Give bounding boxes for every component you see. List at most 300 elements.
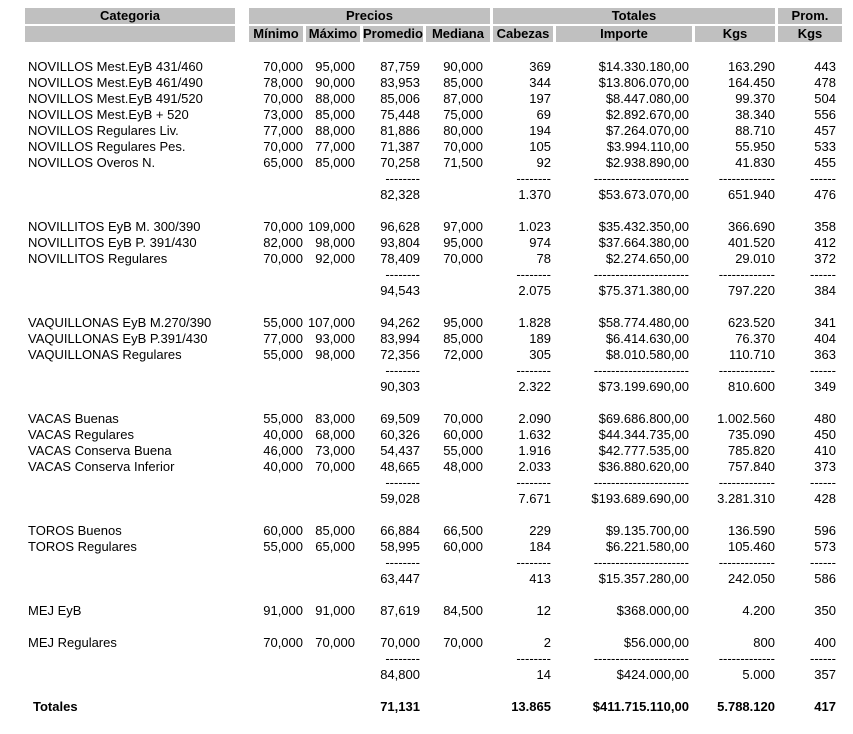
table-row-prom_kgs: 341 [814,316,836,330]
table-row-categoria: NOVILLOS Regulares Liv. [28,124,179,138]
table-row-categoria: TOROS Regulares [28,540,137,554]
table-row-promedio: 48,665 [380,460,420,474]
totals-row-minimo [249,700,303,714]
table-row-promedio: 70,258 [380,156,420,170]
table-row-maximo: 85,000 [315,108,355,122]
subtotal-dashes-kgs: ------------- [718,556,775,570]
subtotal-dashes-promedio: -------- [385,556,420,570]
subtotal-row-categoria [25,188,235,202]
table-row-mediana: 84,500 [443,604,483,618]
subtotal-row-spacer [238,380,246,394]
table-row-maximo: 83,000 [315,412,355,426]
subtotal-dashes-minimo [249,476,303,490]
table-row [25,220,842,234]
table-row-prom_kgs: 372 [814,252,836,266]
table-row-promedio: 54,437 [380,444,420,458]
subtotal-row-maximo [306,668,360,682]
table-row-categoria: NOVILLOS Mest.EyB + 520 [28,108,189,122]
table-row-minimo: 55,000 [263,316,303,330]
subtotal-row-minimo [249,572,303,586]
subtotal-dashes-kgs: ------------- [718,364,775,378]
table-row-cabezas: 2.090 [518,412,551,426]
table-row-maximo: 98,000 [315,348,355,362]
table-row-maximo: 107,000 [308,316,355,330]
table-row-prom_kgs: 480 [814,412,836,426]
table-row-spacer [238,524,246,538]
subtotal-row-minimo [249,188,303,202]
subtotal-dashes [25,476,842,490]
subtotal-row-mediana [426,188,490,202]
header-categoria: Categoria [25,8,235,24]
subtotal-dashes [25,172,842,186]
subtotal-dashes-cabezas: -------- [516,364,551,378]
table-row-promedio: 96,628 [380,220,420,234]
table-row-kgs: 1.002.560 [717,412,775,426]
table-row-importe: $3.994.110,00 [606,140,689,154]
table-row-maximo: 92,000 [315,252,355,266]
table-row-categoria: VAQUILLONAS EyB P.391/430 [28,332,208,346]
subtotal-dashes-maximo [306,476,360,490]
table-row-cabezas: 2 [543,636,551,650]
section-gap [25,620,842,634]
subtotal-row-categoria [25,380,235,394]
subtotal-row-prom_kgs: 476 [814,188,836,202]
table-row-categoria: NOVILLOS Mest.EyB 431/460 [28,60,203,74]
table-row-kgs: 163.290 [727,60,775,74]
subtotal-dashes-categoria [25,172,235,186]
subtotal-row-importe: $73.199.690,00 [598,380,689,394]
table-row [25,604,842,618]
subtotal-dashes-mediana [426,364,490,378]
table-body [25,60,842,714]
header-gap [25,44,842,58]
table-row-promedio: 70,000 [380,636,420,650]
subtotal-row-kgs: 651.940 [727,188,775,202]
table-row [25,92,842,106]
subtotal-dashes-promedio: -------- [385,172,420,186]
table-row-cabezas: 78 [536,252,551,266]
table-row-spacer [238,460,246,474]
subtotal-row [25,284,842,298]
subtotal-dashes-kgs: ------------- [718,172,775,186]
subtotal-dashes-prom_kgs: ------ [809,364,836,378]
subtotal-dashes-spacer [238,652,246,666]
table-row [25,540,842,554]
subtotal-dashes-mediana [426,268,490,282]
table-row-categoria: NOVILLOS Mest.EyB 491/520 [28,92,203,106]
table-row-promedio: 72,356 [380,348,420,362]
table-row-prom_kgs: 596 [814,524,836,538]
table-row-mediana: 72,000 [443,348,483,362]
table-row [25,444,842,458]
table-row-importe: $13.806.070,00 [598,76,689,90]
table-row-mediana: 87,000 [443,92,483,106]
table-row-prom_kgs: 504 [814,92,836,106]
table-row-maximo: 95,000 [315,60,355,74]
subtotal-row-categoria [25,492,235,506]
subtotal-dashes-importe: ---------------------- [593,476,689,490]
table-row-minimo: 70,000 [263,220,303,234]
table-row-prom_kgs: 363 [814,348,836,362]
table-row-promedio: 87,619 [380,604,420,618]
table-row-spacer [238,140,246,154]
subtotal-dashes-spacer [238,556,246,570]
subtotal-row-cabezas: 7.671 [518,492,551,506]
subtotal-dashes [25,652,842,666]
totals-row-cabezas: 13.865 [511,700,551,714]
subtotal-row [25,492,842,506]
table-row-cabezas: 1.916 [518,444,551,458]
table-row-maximo: 68,000 [315,428,355,442]
table-row-importe: $2.892.670,00 [605,108,689,122]
table-row-importe: $37.664.380,00 [598,236,689,250]
table-row-prom_kgs: 404 [814,332,836,346]
subtotal-dashes-kgs: ------------- [718,652,775,666]
table-row [25,316,842,330]
subtotal-dashes-minimo [249,556,303,570]
table-row-prom_kgs: 573 [814,540,836,554]
totals-row-promedio: 71,131 [380,700,420,714]
table-row-categoria: NOVILLOS Overos N. [28,156,156,170]
table-row-maximo: 85,000 [315,156,355,170]
table-row-importe: $14.330.180,00 [598,60,689,74]
table-row-promedio: 58,995 [380,540,420,554]
table-row-importe: $368.000,00 [616,604,689,618]
table-row-minimo: 40,000 [263,428,303,442]
table-row-minimo: 73,000 [263,108,303,122]
subtotal-dashes-promedio: -------- [385,364,420,378]
table-row-cabezas: 189 [529,332,551,346]
table-row-cabezas: 197 [529,92,551,106]
subtotal-row-cabezas: 14 [536,668,551,682]
subtotal-dashes-cabezas: -------- [516,172,551,186]
table-row-minimo: 70,000 [263,60,303,74]
subtotal-dashes-categoria [25,364,235,378]
subtotal-row-kgs: 3.281.310 [717,492,775,506]
subtotal-dashes-importe: ---------------------- [593,172,689,186]
table-row-minimo: 77,000 [263,124,303,138]
table-row [25,60,842,74]
table-row-promedio: 69,509 [380,412,420,426]
table-row-maximo: 88,000 [315,92,355,106]
table-row-minimo: 70,000 [263,140,303,154]
subtotal-dashes-maximo [306,172,360,186]
table-row-importe: $35.432.350,00 [598,220,689,234]
subtotal-dashes-prom_kgs: ------ [809,172,836,186]
table-row-mediana: 55,000 [443,444,483,458]
totals-row-mediana [426,700,490,714]
table-row [25,460,842,474]
subtotal-row-importe: $424.000,00 [616,668,689,682]
table-row-kgs: 623.520 [727,316,775,330]
header-prom-group: Prom. [778,8,842,24]
table-row [25,124,842,138]
table-row-promedio: 93,804 [380,236,420,250]
subtotal-dashes-minimo [249,364,303,378]
table-row-importe: $8.447.080,00 [605,92,689,106]
subtotal-row-promedio: 90,303 [380,380,420,394]
subtotal-row-prom_kgs: 384 [814,284,836,298]
table-row [25,524,842,538]
subtotal-dashes-promedio: -------- [385,652,420,666]
table-row-categoria: VAQUILLONAS EyB M.270/390 [28,316,212,330]
table-row-mediana: 80,000 [443,124,483,138]
table-row-categoria: TOROS Buenos [28,524,122,538]
subtotal-row-importe: $75.371.380,00 [598,284,689,298]
subtotal-row-mediana [426,492,490,506]
table-row-mediana: 85,000 [443,76,483,90]
subtotal-row-spacer [238,188,246,202]
table-row-spacer [238,540,246,554]
table-row-cabezas: 344 [529,76,551,90]
subtotal-dashes-minimo [249,652,303,666]
table-row-mediana: 70,000 [443,636,483,650]
subtotal-dashes-mediana [426,172,490,186]
header-spacer [238,26,246,42]
table-row-mediana: 97,000 [443,220,483,234]
subtotal-dashes-cabezas: -------- [516,268,551,282]
subtotal-dashes-categoria [25,652,235,666]
subtotal-row [25,380,842,394]
subtotal-dashes-prom_kgs: ------ [809,652,836,666]
header-minimo: Mínimo [249,26,303,42]
table-row-categoria: MEJ Regulares [28,636,117,650]
table-row-cabezas: 2.033 [518,460,551,474]
table-row-kgs: 41.830 [735,156,775,170]
table-row-mediana: 85,000 [443,332,483,346]
subtotal-row-promedio: 59,028 [380,492,420,506]
table-row [25,332,842,346]
table-row-kgs: 38.340 [735,108,775,122]
subtotal-row-cabezas: 413 [529,572,551,586]
table-row-minimo: 60,000 [263,524,303,538]
table-row-maximo: 109,000 [308,220,355,234]
subtotal-dashes-prom_kgs: ------ [809,556,836,570]
subtotal-row-spacer [238,492,246,506]
table-row-categoria: NOVILLITOS EyB P. 391/430 [28,236,197,250]
table-row-mediana: 95,000 [443,316,483,330]
table-row [25,108,842,122]
subtotal-row-kgs: 810.600 [727,380,775,394]
table-row-maximo: 93,000 [315,332,355,346]
table-row-promedio: 81,886 [380,124,420,138]
table-row-cabezas: 194 [529,124,551,138]
table-row-categoria: VAQUILLONAS Regulares [28,348,182,362]
table-row-kgs: 735.090 [727,428,775,442]
totals-row-categoria: Totales [33,700,78,714]
table-row-categoria: NOVILLOS Mest.EyB 461/490 [28,76,203,90]
subtotal-row-promedio: 84,800 [380,668,420,682]
totals-row-prom_kgs: 417 [814,700,836,714]
subtotal-row [25,668,842,682]
table-row-spacer [238,604,246,618]
table-row-mediana: 60,000 [443,540,483,554]
table-row-prom_kgs: 556 [814,108,836,122]
subtotal-dashes-importe: ---------------------- [593,556,689,570]
table-row-maximo: 91,000 [315,604,355,618]
table-row-cabezas: 12 [536,604,551,618]
totals-row-maximo [306,700,360,714]
table-row-prom_kgs: 457 [814,124,836,138]
subtotal-row-maximo [306,380,360,394]
header-mediana: Mediana [426,26,490,42]
table-row-spacer [238,252,246,266]
table-row-minimo: 91,000 [263,604,303,618]
subtotal-row-importe: $193.689.690,00 [591,492,689,506]
table-row-cabezas: 974 [529,236,551,250]
table-row-kgs: 136.590 [727,524,775,538]
subtotal-row-categoria [25,284,235,298]
section-gap [25,684,842,698]
subtotal-dashes-cabezas: -------- [516,556,551,570]
subtotal-row [25,188,842,202]
subtotal-dashes-maximo [306,652,360,666]
subtotal-row-cabezas: 2.075 [518,284,551,298]
subtotal-row-mediana [426,572,490,586]
table-row-importe: $6.221.580,00 [605,540,689,554]
table-row-cabezas: 229 [529,524,551,538]
subtotal-dashes [25,268,842,282]
table-row-minimo: 70,000 [263,92,303,106]
table-row-cabezas: 92 [536,156,551,170]
table-row-promedio: 78,409 [380,252,420,266]
subtotal-row-spacer [238,668,246,682]
subtotal-row-minimo [249,668,303,682]
subtotal-dashes-cabezas: -------- [516,476,551,490]
table-row-spacer [238,412,246,426]
table-row-promedio: 71,387 [380,140,420,154]
subtotal-row-prom_kgs: 428 [814,492,836,506]
table-row-cabezas: 1.828 [518,316,551,330]
header-prom-kgs: Kgs [778,26,842,42]
table-row-mediana: 70,000 [443,252,483,266]
subtotal-dashes-prom_kgs: ------ [809,268,836,282]
table-row [25,412,842,426]
subtotal-dashes-maximo [306,556,360,570]
table-row-promedio: 94,262 [380,316,420,330]
subtotal-dashes-kgs: ------------- [718,476,775,490]
totals-row-spacer [238,700,246,714]
table-row-maximo: 65,000 [315,540,355,554]
table-row-promedio: 87,759 [380,60,420,74]
table-row-mediana: 70,000 [443,140,483,154]
subtotal-row-kgs: 242.050 [727,572,775,586]
table-row-promedio: 60,326 [380,428,420,442]
section-gap [25,204,842,218]
table-row-categoria: VACAS Buenas [28,412,119,426]
subtotal-dashes-categoria [25,556,235,570]
table-row-spacer [238,428,246,442]
table-row-mediana: 70,000 [443,412,483,426]
subtotal-dashes-kgs: ------------- [718,268,775,282]
table-row-maximo: 88,000 [315,124,355,138]
table-row-kgs: 110.710 [728,348,775,362]
table-row-prom_kgs: 455 [814,156,836,170]
subtotal-row-spacer [238,284,246,298]
table-row-spacer [238,124,246,138]
totals-row-importe: $411.715.110,00 [592,700,689,714]
table-row-mediana: 95,000 [443,236,483,250]
table-row-minimo: 46,000 [263,444,303,458]
header-kgs: Kgs [695,26,775,42]
table-row-minimo: 82,000 [263,236,303,250]
table-row-importe: $58.774.480,00 [598,316,689,330]
table-row-spacer [238,60,246,74]
table-row-importe: $42.777.535,00 [598,444,689,458]
table-row-maximo: 70,000 [315,460,355,474]
header-maximo: Máximo [306,26,360,42]
subtotal-row-minimo [249,380,303,394]
section-gap [25,396,842,410]
subtotal-row-kgs: 797.220 [727,284,775,298]
subtotal-row-promedio: 63,447 [380,572,420,586]
table-row-maximo: 77,000 [315,140,355,154]
table-row-mediana: 60,000 [443,428,483,442]
table-row-kgs: 757.840 [727,460,775,474]
table-row-cabezas: 1.632 [518,428,551,442]
table-row-mediana: 90,000 [443,60,483,74]
header-importe: Importe [556,26,692,42]
table-row-cabezas: 69 [536,108,551,122]
subtotal-dashes-mediana [426,652,490,666]
subtotal-row-prom_kgs: 586 [814,572,836,586]
subtotal-row-spacer [238,572,246,586]
table-row-mediana: 66,500 [443,524,483,538]
subtotal-row-prom_kgs: 357 [814,668,836,682]
table-row-promedio: 83,953 [380,76,420,90]
table-row-spacer [238,444,246,458]
table-row-importe: $36.880.620,00 [598,460,689,474]
table-row-maximo: 70,000 [315,636,355,650]
table-row-maximo: 90,000 [315,76,355,90]
section-gap [25,300,842,314]
table-row-minimo: 40,000 [263,460,303,474]
table-row-spacer [238,636,246,650]
table-row [25,156,842,170]
table-row-minimo: 77,000 [263,332,303,346]
section-gap [25,588,842,602]
subtotal-dashes-categoria [25,268,235,282]
table-row-prom_kgs: 450 [814,428,836,442]
table-row-kgs: 164.450 [727,76,775,90]
header-spacer [238,8,246,24]
table-row-importe: $2.938.890,00 [605,156,689,170]
table-row-kgs: 76.370 [735,332,775,346]
subtotal-row-mediana [426,380,490,394]
table-row [25,140,842,154]
subtotal-dashes-spacer [238,364,246,378]
table-row [25,252,842,266]
table-row-prom_kgs: 410 [814,444,836,458]
table-row-maximo: 73,000 [315,444,355,458]
table-row-prom_kgs: 478 [814,76,836,90]
table-row-kgs: 785.820 [727,444,775,458]
table-row-minimo: 70,000 [263,252,303,266]
subtotal-dashes-categoria [25,476,235,490]
totals-row [25,700,842,714]
table-row-kgs: 366.690 [727,220,775,234]
table-row-prom_kgs: 533 [814,140,836,154]
subtotal-row-maximo [306,284,360,298]
table-row-cabezas: 305 [529,348,551,362]
table-row-spacer [238,348,246,362]
subtotal-row-mediana [426,284,490,298]
table-row-mediana: 75,000 [443,108,483,122]
table-row-categoria: VACAS Conserva Buena [28,444,172,458]
header-cols-row [25,26,842,42]
table-row-minimo: 55,000 [263,348,303,362]
table-row-importe: $7.264.070,00 [605,124,689,138]
